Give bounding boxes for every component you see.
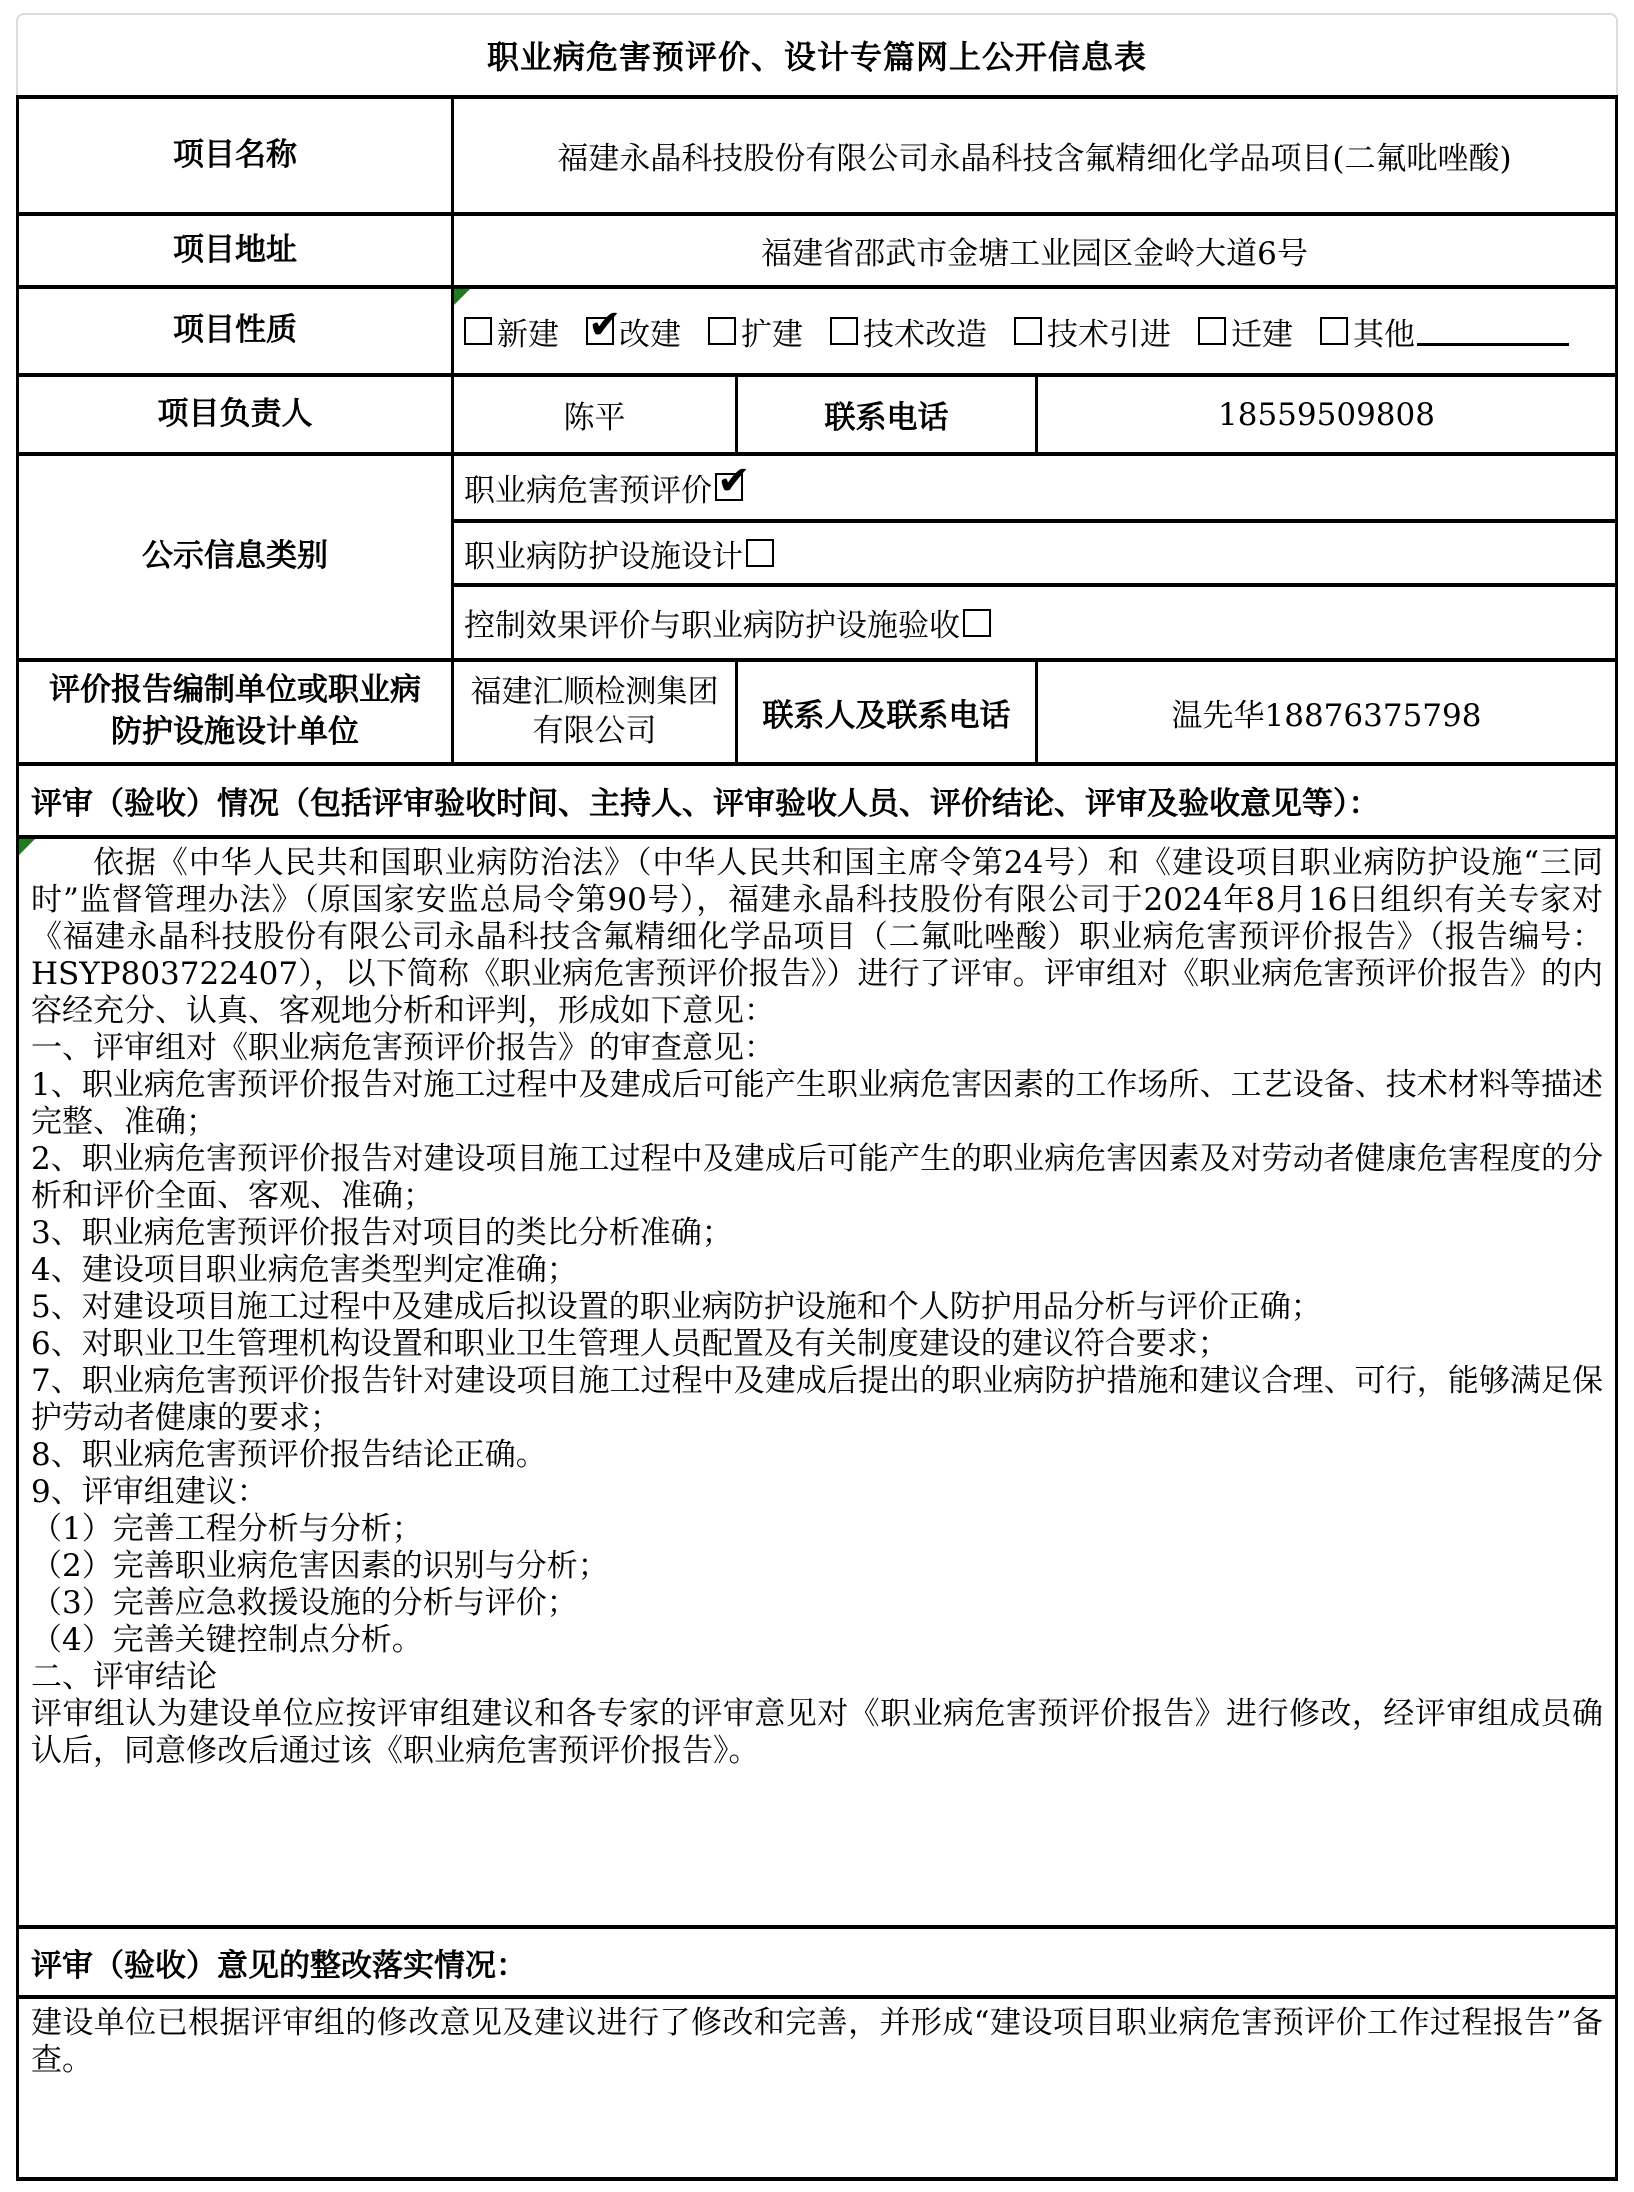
project-address-label: 项目地址: [173, 231, 297, 268]
checkbox-checked-icon[interactable]: [586, 317, 614, 345]
project-nature-option[interactable]: [830, 309, 987, 354]
project-nature-option[interactable]: [1198, 309, 1293, 354]
paragraph: （1）完善工程分析与分析；: [31, 1511, 423, 1547]
paragraph: 5、对建设项目施工过程中及建成后拟设置的职业病防护设施和个人防护用品分析与评价正确；: [31, 1289, 1322, 1325]
checkbox-icon[interactable]: [746, 539, 774, 567]
paragraph: （2）完善职业病危害因素的识别与分析；: [31, 1548, 609, 1584]
option-label: 技术改造: [863, 316, 987, 353]
project-nature-label: 项目性质: [173, 312, 297, 349]
checkbox-icon[interactable]: [708, 317, 736, 345]
project-manager-label: 项目负责人: [157, 395, 313, 432]
paragraph: 依据《中华人民共和国职业病防治法》（中华人民共和国主席令第24号）和《建设项目职业病防护设施“三同时”监督管理办法》（原国家安监总局令第90号），福建永晶科技股份有限公司于2024年8月16日组织有关专家对《福建永晶科技股份有限公司永晶科技含氟精细化学品项目（二氟吡唑酸）职业病危害预评价报告》（报告编号：HSYP803722407），以下简称《职业病危害预评价报告》）进行了评审。评审组对《职业病危害预评价报告》的内容经充分、认真、客观地分析和评判，形成如下意见：: [31, 845, 1603, 1029]
row-project-address: [19, 212, 1615, 285]
other-blank-line: [1417, 316, 1569, 346]
table-body: [16, 95, 1618, 2181]
contact-phone-label: 联系电话: [735, 377, 1035, 452]
option-label: 扩建: [741, 316, 803, 353]
project-nature-option[interactable]: [708, 309, 803, 354]
checkbox-icon[interactable]: [1320, 317, 1348, 345]
paragraph: 建设单位已根据评审组的修改意见及建议进行了修改和完善，并形成“建设项目职业病危害预评价工作过程报告”备查。: [31, 2005, 1603, 2078]
paragraph: 9、评审组建议：: [31, 1474, 268, 1510]
project-nature-option[interactable]: [1014, 309, 1171, 354]
project-nature-option[interactable]: [586, 309, 681, 354]
checkbox-icon[interactable]: [963, 609, 991, 637]
report-unit-value: 福建汇顺检测集团有限公司: [451, 662, 735, 762]
rectification-section-body: [19, 1999, 1615, 2177]
option-label: 职业病危害预评价: [464, 472, 712, 509]
info-table: [16, 13, 1618, 2181]
option-label: 其他: [1353, 316, 1415, 353]
checkbox-icon[interactable]: [1014, 317, 1042, 345]
paragraph: 1、职业病危害预评价报告对施工过程中及建成后可能产生职业病危害因素的工作场所、工艺设备、技术材料等描述完整、准确；: [31, 1067, 1603, 1140]
unit-contact-value: 温先华18876375798: [1035, 662, 1615, 762]
row-review-header: [19, 762, 1615, 835]
paragraph: 评审组认为建设单位应按评审组建议和各专家的评审意见对《职业病危害预评价报告》进行修改，经评审组成员确认后，同意修改后通过该《职业病危害预评价报告》。: [31, 1696, 1603, 1769]
page-title: 职业病危害预评价、设计专篇网上公开信息表: [486, 38, 1147, 76]
table-title-row: [16, 13, 1618, 95]
paragraph: （3）完善应急救援设施的分析与评价；: [31, 1585, 578, 1621]
project-nature-option[interactable]: [1320, 309, 1569, 354]
review-section-body: [19, 839, 1615, 1925]
paragraph: 2、职业病危害预评价报告对建设项目施工过程中及建成后可能产生的职业病危害因素及对劳动者健康危害程度的分析和评价全面、客观、准确；: [31, 1141, 1603, 1214]
publicity-category-option[interactable]: [454, 456, 1615, 519]
option-label: 技术引进: [1047, 316, 1171, 353]
rectification-section-header: 评审（验收）意见的整改落实情况：: [31, 1947, 527, 1984]
unit-contact-label: 联系人及联系电话: [735, 662, 1035, 762]
option-label: 改建: [619, 316, 681, 353]
checkbox-icon[interactable]: [464, 317, 492, 345]
project-manager-value: 陈平: [451, 377, 735, 452]
row-project-nature: [19, 285, 1615, 373]
option-label: 控制效果评价与职业病防护设施验收: [464, 608, 960, 645]
paragraph: 7、职业病危害预评价报告针对建设项目施工过程中及建成后提出的职业病防护措施和建议合理、可行，能够满足保护劳动者健康的要求；: [31, 1363, 1603, 1436]
option-label: 职业病防护设施设计: [464, 538, 743, 575]
publicity-category-option[interactable]: [454, 583, 1615, 658]
row-publicity-category: [19, 452, 1615, 658]
row-review-body: [19, 835, 1615, 1925]
review-section-header: 评审（验收）情况（包括评审验收时间、主持人、评审验收人员、评价结论、评审及验收意见等）：: [31, 786, 1380, 822]
project-name-label: 项目名称: [173, 136, 297, 173]
row-project-name: [19, 99, 1615, 212]
row-rectification-header: [19, 1925, 1615, 1995]
option-label: 新建: [497, 316, 559, 353]
paragraph: 6、对职业卫生管理机构设置和职业卫生管理人员配置及有关制度建设的建议符合要求；: [31, 1326, 1229, 1362]
publicity-category-options: [451, 456, 1615, 658]
option-label: 迁建: [1231, 316, 1293, 353]
publicity-category-option[interactable]: [454, 519, 1615, 584]
project-nature-options: [451, 289, 1615, 373]
paragraph: 4、建设项目职业病危害类型判定准确；: [31, 1252, 578, 1288]
paragraph: （4）完善关键控制点分析。: [31, 1622, 423, 1658]
row-project-manager: [19, 373, 1615, 452]
row-report-unit: [19, 658, 1615, 762]
project-address-value: 福建省邵武市金塘工业园区金岭大道6号: [451, 216, 1615, 285]
row-rectification-body: [19, 1995, 1615, 2177]
publicity-category-label: 公示信息类别: [142, 538, 328, 575]
paragraph: 二、评审结论: [31, 1659, 217, 1695]
report-unit-label: 评价报告编制单位或职业病防护设施设计单位: [49, 672, 421, 750]
paragraph: 3、职业病危害预评价报告对项目的类比分析准确；: [31, 1215, 733, 1251]
project-name-value: 福建永晶科技股份有限公司永晶科技含氟精细化学品项目(二氟吡唑酸): [451, 99, 1615, 212]
contact-phone-value: 18559509808: [1035, 377, 1615, 452]
checkbox-icon[interactable]: [830, 317, 858, 345]
paragraph: 8、职业病危害预评价报告结论正确。: [31, 1437, 547, 1473]
project-nature-option[interactable]: [464, 309, 559, 354]
paragraph: 一、评审组对《职业病危害预评价报告》的审查意见：: [31, 1030, 775, 1066]
checkbox-icon[interactable]: [1198, 317, 1226, 345]
checkbox-checked-icon[interactable]: [715, 473, 743, 501]
